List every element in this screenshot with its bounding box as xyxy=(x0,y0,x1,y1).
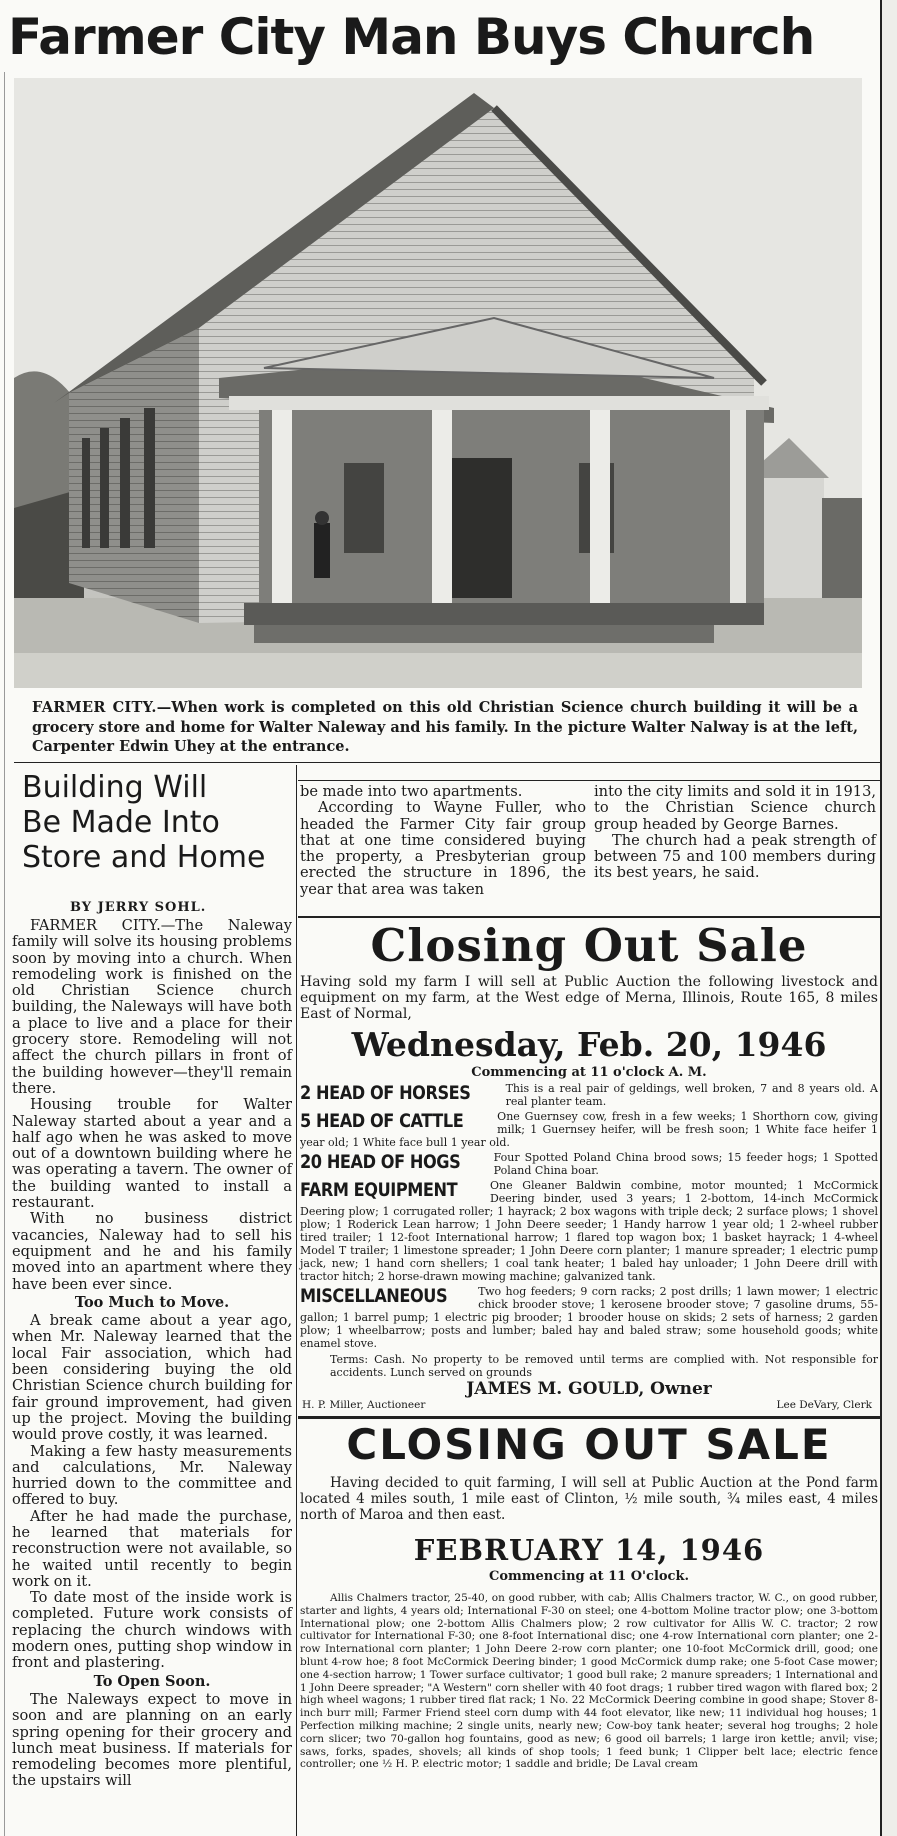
byline: BY JERRY SOHL. xyxy=(70,900,207,915)
caption-dateline: FARMER CITY. xyxy=(32,699,157,716)
article-column-1 xyxy=(12,918,292,1790)
article-paragraph: be made into two apartments. xyxy=(300,783,523,800)
ad1-item-text: Two hog feeders; 9 corn racks; 2 post drills; 1 lawn mower; 1 electric chick brooder stove; 1 kerosene brooder stove; 7 gasoline drums, 55-gallon; 1 barrel pump; 1 electric pig brooder; 1 brooder house on skids; 2 sets of harness; 2 garden plow; 1 wheelbarrow; posts and lumber; baled hay and baled straw; some household goods; white enamel stove. xyxy=(300,1285,878,1350)
ad1-item-head: FARM EQUIPMENT xyxy=(300,1179,458,1201)
ad2-items: Allis Chalmers tractor, 25-40, on good rubber, with cab; Allis Chalmers tractor, W. C., on good rubber, starter and lights, 4 years old; International F-30 on steel; one 4-bottom Moline tractor plow; one 3-bottom International plow; one 2-bottom Allis Chalmers plow; 2 row cultivator for Allis W. C. tractor; 2 row cultivator for International F-30; one 8-foot International disc; one 4-row International corn planter; one 2-row International corn planter; 1 John Deere 2-row corn planter; one 10-foot McCormick drill, good; one blunt 4-row hoe; 8 foot McCormick Deering binder; 1 good McCormick dump rake; one 5-foot Case mower; one 4-section harrow; 1 Tower surface cultivator; 1 good bull rake; 2 manure spreaders; 1 International and 1 John Deere spreader; "A Western" corn sheller with 40 foot drags; 1 rubber tired wagon with flared box; 2 high wheel wagons; 1 rubber tired flat rack; 1 No. 22 McCormick Deering combine in good shape; Stover 8-inch burr mill; Farmer Friend steel corn dump with 44 foot elevator, like new; 11 individual hog houses; 1 Perfection milking machine; 2 single units, nearly new; Cow-boy tank heater; several hog troughs; 2 hole corn slicer; two 70-gallon hog fountains, good as new; 6 good oil barrels; 1 large iron kettle; anvil; vise; saws, forks, spades, shovels; all kinds of shop tools; 1 feed bunk; 1 Clipper belt lace; electric fence controller; one ½ H. P. electric motor; 1 saddle and bridle; De Laval cream xyxy=(300,1592,878,1771)
ad1-item xyxy=(300,1110,878,1149)
article-title xyxy=(22,770,292,875)
article-paragraph: The Naleways expect to move in soon and are planning on an early spring opening for their grocery and lunch meat business. If materials for remodeling becomes more plentiful, the upstairs will xyxy=(12,1690,292,1790)
article-paragraph: Housing trouble for Walter Naleway started about a year and a half ago when he was asked to move out of a downtown building where he was operating a tavern. The owner of the building wanted to install a restaurant. xyxy=(12,1096,292,1212)
article-paragraph: FARMER CITY.—The Naleway family will solve its housing problems soon by moving into a church. When remodeling work is finished on the old Christian Science church building, the Naleways will have both a place to live and a place for their grocery store. Remodeling will not affect the church pillars in front of the building however—they'll remain there. xyxy=(12,917,292,1097)
caption-divider xyxy=(14,762,880,763)
headline: Farmer City Man Buys Church xyxy=(8,8,815,66)
article-paragraph: The church had a peak strength of between 75 and 100 members during its best years, he said. xyxy=(594,831,876,882)
article-paragraph: With no business district vacancies, Naleway had to sell his equipment and he and his family moved into an apartment where they have been ever since. xyxy=(12,1210,292,1293)
article-title-line-2: Be Made Into xyxy=(22,805,220,840)
ad1-item-head: 5 HEAD OF CATTLE xyxy=(300,1110,464,1132)
ad1-item-text: This is a real pair of geldings, well broken, 7 and 8 years old. A real planter team. xyxy=(505,1082,878,1108)
ad1-terms: Terms: Cash. No property to be removed until terms are complied with. Not responsible for accidents. Lunch served on grounds xyxy=(330,1353,878,1379)
page-left-border xyxy=(4,72,5,1836)
article-title-line-3: Store and Home xyxy=(22,840,266,875)
ad2-intro: Having decided to quit farming, I will sell at Public Auction at the Pond farm located 4 miles south, 1 mile east of Clinton, ½ mile south, ¾ miles east, 4 miles north of Maroa and then east. xyxy=(300,1475,878,1523)
church-photo xyxy=(14,78,862,688)
subhead-open-soon: To Open Soon. xyxy=(93,1672,211,1690)
ad2-date: FEBRUARY 14, 1946 xyxy=(413,1533,765,1567)
article-column-3 xyxy=(594,784,876,882)
church-illustration xyxy=(14,78,862,688)
ad1-item xyxy=(300,1285,878,1350)
ad1-item-head: 20 HEAD OF HOGS xyxy=(300,1151,461,1173)
ad1-title: Closing Out Sale xyxy=(370,919,808,972)
article-paragraph: Making a few hasty measurements and calculations, Mr. Naleway hurried down to the committee and offered to buy. xyxy=(12,1442,292,1509)
article-paragraph: into the city limits and sold it in 1913, to the Christian Science church group headed by George Barnes. xyxy=(594,783,876,833)
article-paragraph: A break came about a year ago, when Mr. Naleway learned that the local Fair association, which had been considering buying the old Christian Science church building for fair ground improvement, had given up the project. Moving the building would prove costly, it was learned. xyxy=(12,1312,292,1444)
ad-closing-out-sale-2 xyxy=(300,1420,878,1771)
ad1-auctioneer: H. P. Miller, Auctioneer xyxy=(302,1399,426,1411)
ad2-top-rule xyxy=(298,1416,880,1419)
subhead-too-much: Too Much to Move. xyxy=(74,1293,230,1311)
ad1-footer xyxy=(300,1399,878,1413)
photo-caption xyxy=(32,698,858,757)
ad1-date: Wednesday, Feb. 20, 1946 xyxy=(351,1025,827,1064)
ad1-intro: Having sold my farm I will sell at Public Auction the following livestock and equipment on my farm, at the West edge of Merna, Illinois, Route 165, 8 miles East of Normal, xyxy=(300,974,878,1022)
ad-closing-out-sale-1 xyxy=(300,920,878,1413)
article-paragraph: After he had made the purchase, he learned that materials for reconstruction were not available, so he waited until recently to begin work on it. xyxy=(12,1507,292,1590)
ad1-item xyxy=(300,1151,878,1177)
article-title-line-1: Building Will xyxy=(22,770,208,805)
ad1-commencing: Commencing at 11 o'clock A. M. xyxy=(471,1065,707,1080)
ad1-clerk: Lee DeVary, Clerk xyxy=(776,1399,872,1411)
ad2-title: CLOSING OUT SALE xyxy=(346,1420,832,1469)
ad1-item xyxy=(300,1082,878,1108)
ad1-item-head: MISCELLANEOUS xyxy=(300,1285,448,1307)
ad1-item xyxy=(300,1179,878,1283)
article-paragraph: According to Wayne Fuller, who headed the Farmer City fair group that at one time considered buying the property, a Presbyterian group erected the structure in 1896, the year that area was taken xyxy=(300,799,586,898)
ad1-top-rule xyxy=(298,916,880,918)
ad1-item-head: 2 HEAD OF HORSES xyxy=(300,1082,471,1104)
article-column-2 xyxy=(300,784,586,898)
article-top-rule xyxy=(298,780,880,781)
article-paragraph: To date most of the inside work is completed. Future work consists of replacing the church windows with modern ones, putting shop window in front and plastering. xyxy=(12,1589,292,1672)
ad1-item-text: One Guernsey cow, fresh in a few weeks; 1 Shorthorn cow, giving milk; 1 Guernsey heifer, will be fresh soon; 1 White face heifer 1 year old; 1 White face bull 1 year old. xyxy=(300,1110,878,1149)
column-divider xyxy=(296,765,297,1836)
edge-strip xyxy=(882,0,897,1836)
caption-text: —When work is completed on this old Christian Science church building it will be a grocery store and home for Walter Naleway and his family. In the picture Walter Nalway is at the left, Carpenter Edwin Uhey at the entrance. xyxy=(32,699,858,755)
ad2-commencing: Commencing at 11 O'clock. xyxy=(488,1569,690,1584)
ad1-item-text: One Gleaner Baldwin combine, motor mounted; 1 McCormick Deering binder, used 3 years; 1 2-bottom, 14-inch McCormick Deering plow; 1 corrugated roller; 1 hayrack; 2 box wagons with triple deck; 2 surface plows; 1 shovel plow; 1 Roderick Lean harrow; 1 John Deere seeder; 1 Handy harrow 1 year old; 1 2-wheel rubber tired trailer; 1 12-foot International harrow; 1 flared top wagon box; 1 basket hayrack; 1 4-wheel Model T trailer; 1 limestone spreader; 1 John Deere corn planter; 1 manure spreader; 1 electric pump jack, new; 1 hand corn shellers; 1 coal tank heater; 1 baled hay unloader; 1 John Deere drill with tractor hitch; 2 horse-drawn mowing machine; galvanized tank. xyxy=(300,1179,878,1283)
ad1-owner: JAMES M. GOULD, Owner xyxy=(466,1379,712,1399)
ad1-item-text: Four Spotted Poland China brood sows; 15 feeder hogs; 1 Spotted Poland China boar. xyxy=(493,1151,878,1177)
